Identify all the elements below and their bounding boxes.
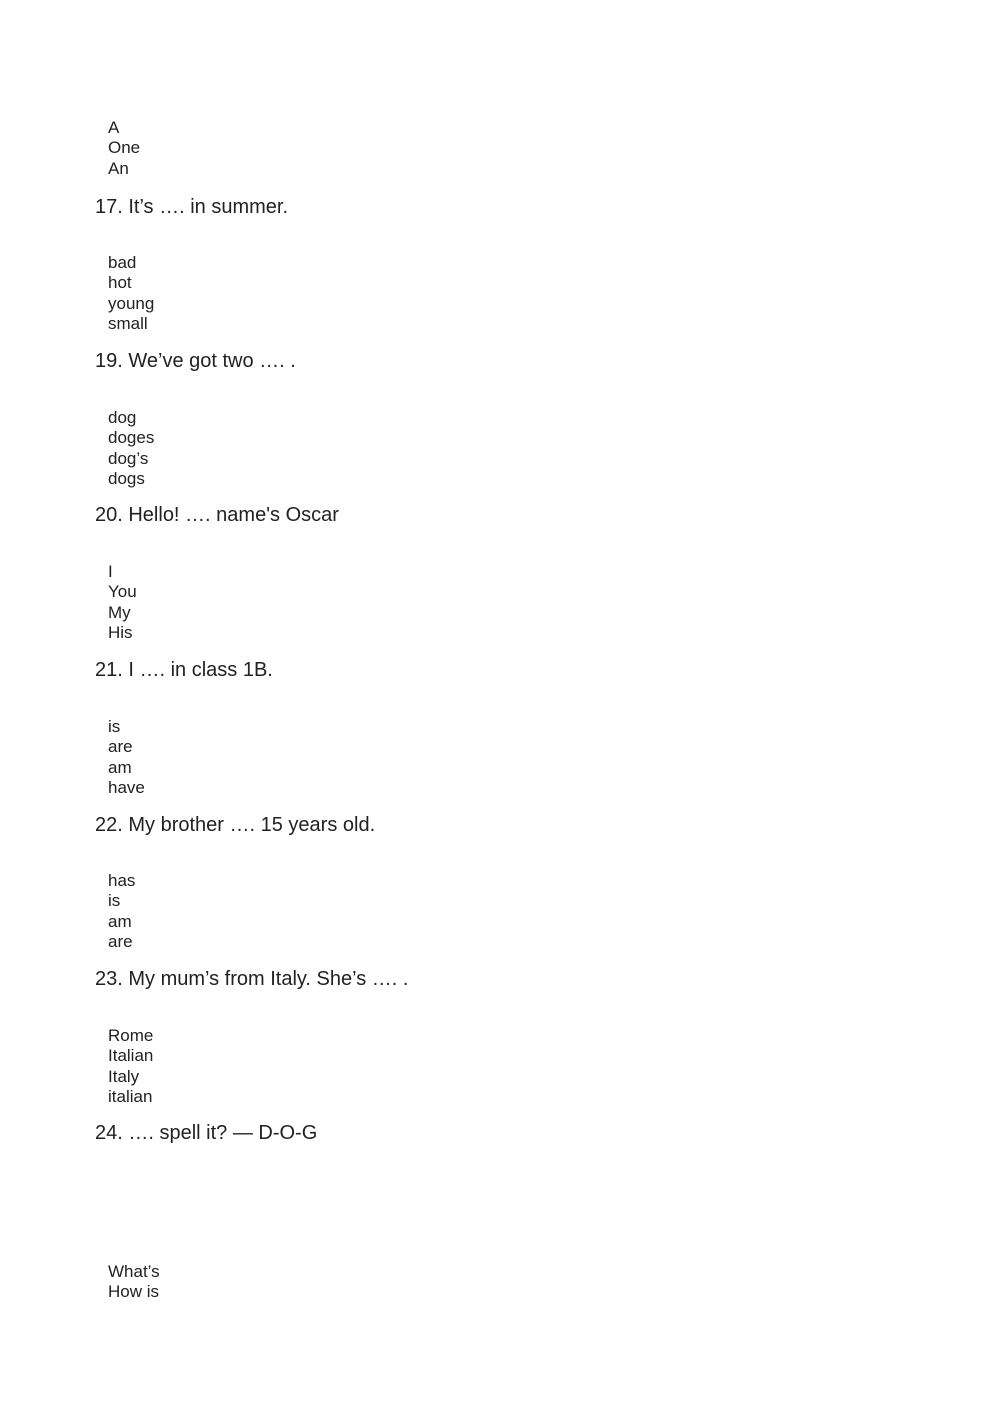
question-23: 23. My mum’s from Italy. She’s …. . bbox=[95, 968, 409, 990]
answer-option[interactable]: am bbox=[108, 757, 132, 777]
question-22: 22. My brother …. 15 years old. bbox=[95, 814, 376, 836]
answer-options bbox=[108, 717, 145, 798]
answer-option[interactable]: My bbox=[108, 602, 131, 622]
answer-option[interactable]: What’s bbox=[108, 1262, 160, 1281]
question-19: 19. We’ve got two …. . bbox=[95, 350, 296, 372]
answer-option[interactable]: I bbox=[108, 562, 113, 581]
answer-option[interactable]: italian bbox=[108, 1086, 153, 1106]
question-20: 20. Hello! …. name's Oscar bbox=[95, 504, 339, 526]
answer-option[interactable]: young bbox=[108, 293, 155, 313]
answer-option[interactable]: An bbox=[108, 158, 129, 178]
answer-option[interactable]: dog’s bbox=[108, 448, 149, 468]
question-21: 21. I …. in class 1B. bbox=[95, 659, 273, 681]
answer-option[interactable]: are bbox=[108, 737, 133, 757]
answer-options bbox=[108, 118, 140, 179]
answer-option[interactable]: are bbox=[108, 931, 133, 951]
answer-options bbox=[108, 1026, 153, 1107]
answer-option[interactable]: have bbox=[108, 777, 145, 797]
answer-options bbox=[108, 562, 137, 643]
answer-option[interactable]: Italian bbox=[108, 1046, 154, 1066]
answer-option[interactable]: has bbox=[108, 871, 136, 890]
answer-option[interactable]: is bbox=[108, 717, 121, 736]
answer-option[interactable]: doges bbox=[108, 428, 155, 448]
answer-option[interactable]: is bbox=[108, 891, 121, 911]
question-17: 17. It’s …. in summer. bbox=[95, 196, 289, 218]
answer-options bbox=[108, 253, 154, 334]
answer-options bbox=[108, 408, 154, 489]
answer-option[interactable]: Rome bbox=[108, 1026, 154, 1045]
answer-option[interactable]: small bbox=[108, 313, 148, 333]
answer-option[interactable]: dog bbox=[108, 408, 137, 427]
answer-option[interactable]: How is bbox=[108, 1282, 160, 1302]
answer-option[interactable]: His bbox=[108, 622, 133, 642]
answer-option[interactable]: One bbox=[108, 138, 141, 158]
answer-option[interactable]: am bbox=[108, 911, 132, 931]
answer-options bbox=[108, 871, 135, 952]
answer-option[interactable]: bad bbox=[108, 253, 137, 272]
answer-options bbox=[108, 1262, 160, 1303]
answer-option[interactable]: hot bbox=[108, 273, 132, 293]
answer-option[interactable]: You bbox=[108, 582, 137, 602]
answer-option[interactable]: A bbox=[108, 118, 120, 137]
answer-option[interactable]: Italy bbox=[108, 1066, 140, 1086]
answer-option[interactable]: dogs bbox=[108, 468, 145, 488]
question-24: 24. …. spell it? — D-O-G bbox=[95, 1122, 318, 1144]
